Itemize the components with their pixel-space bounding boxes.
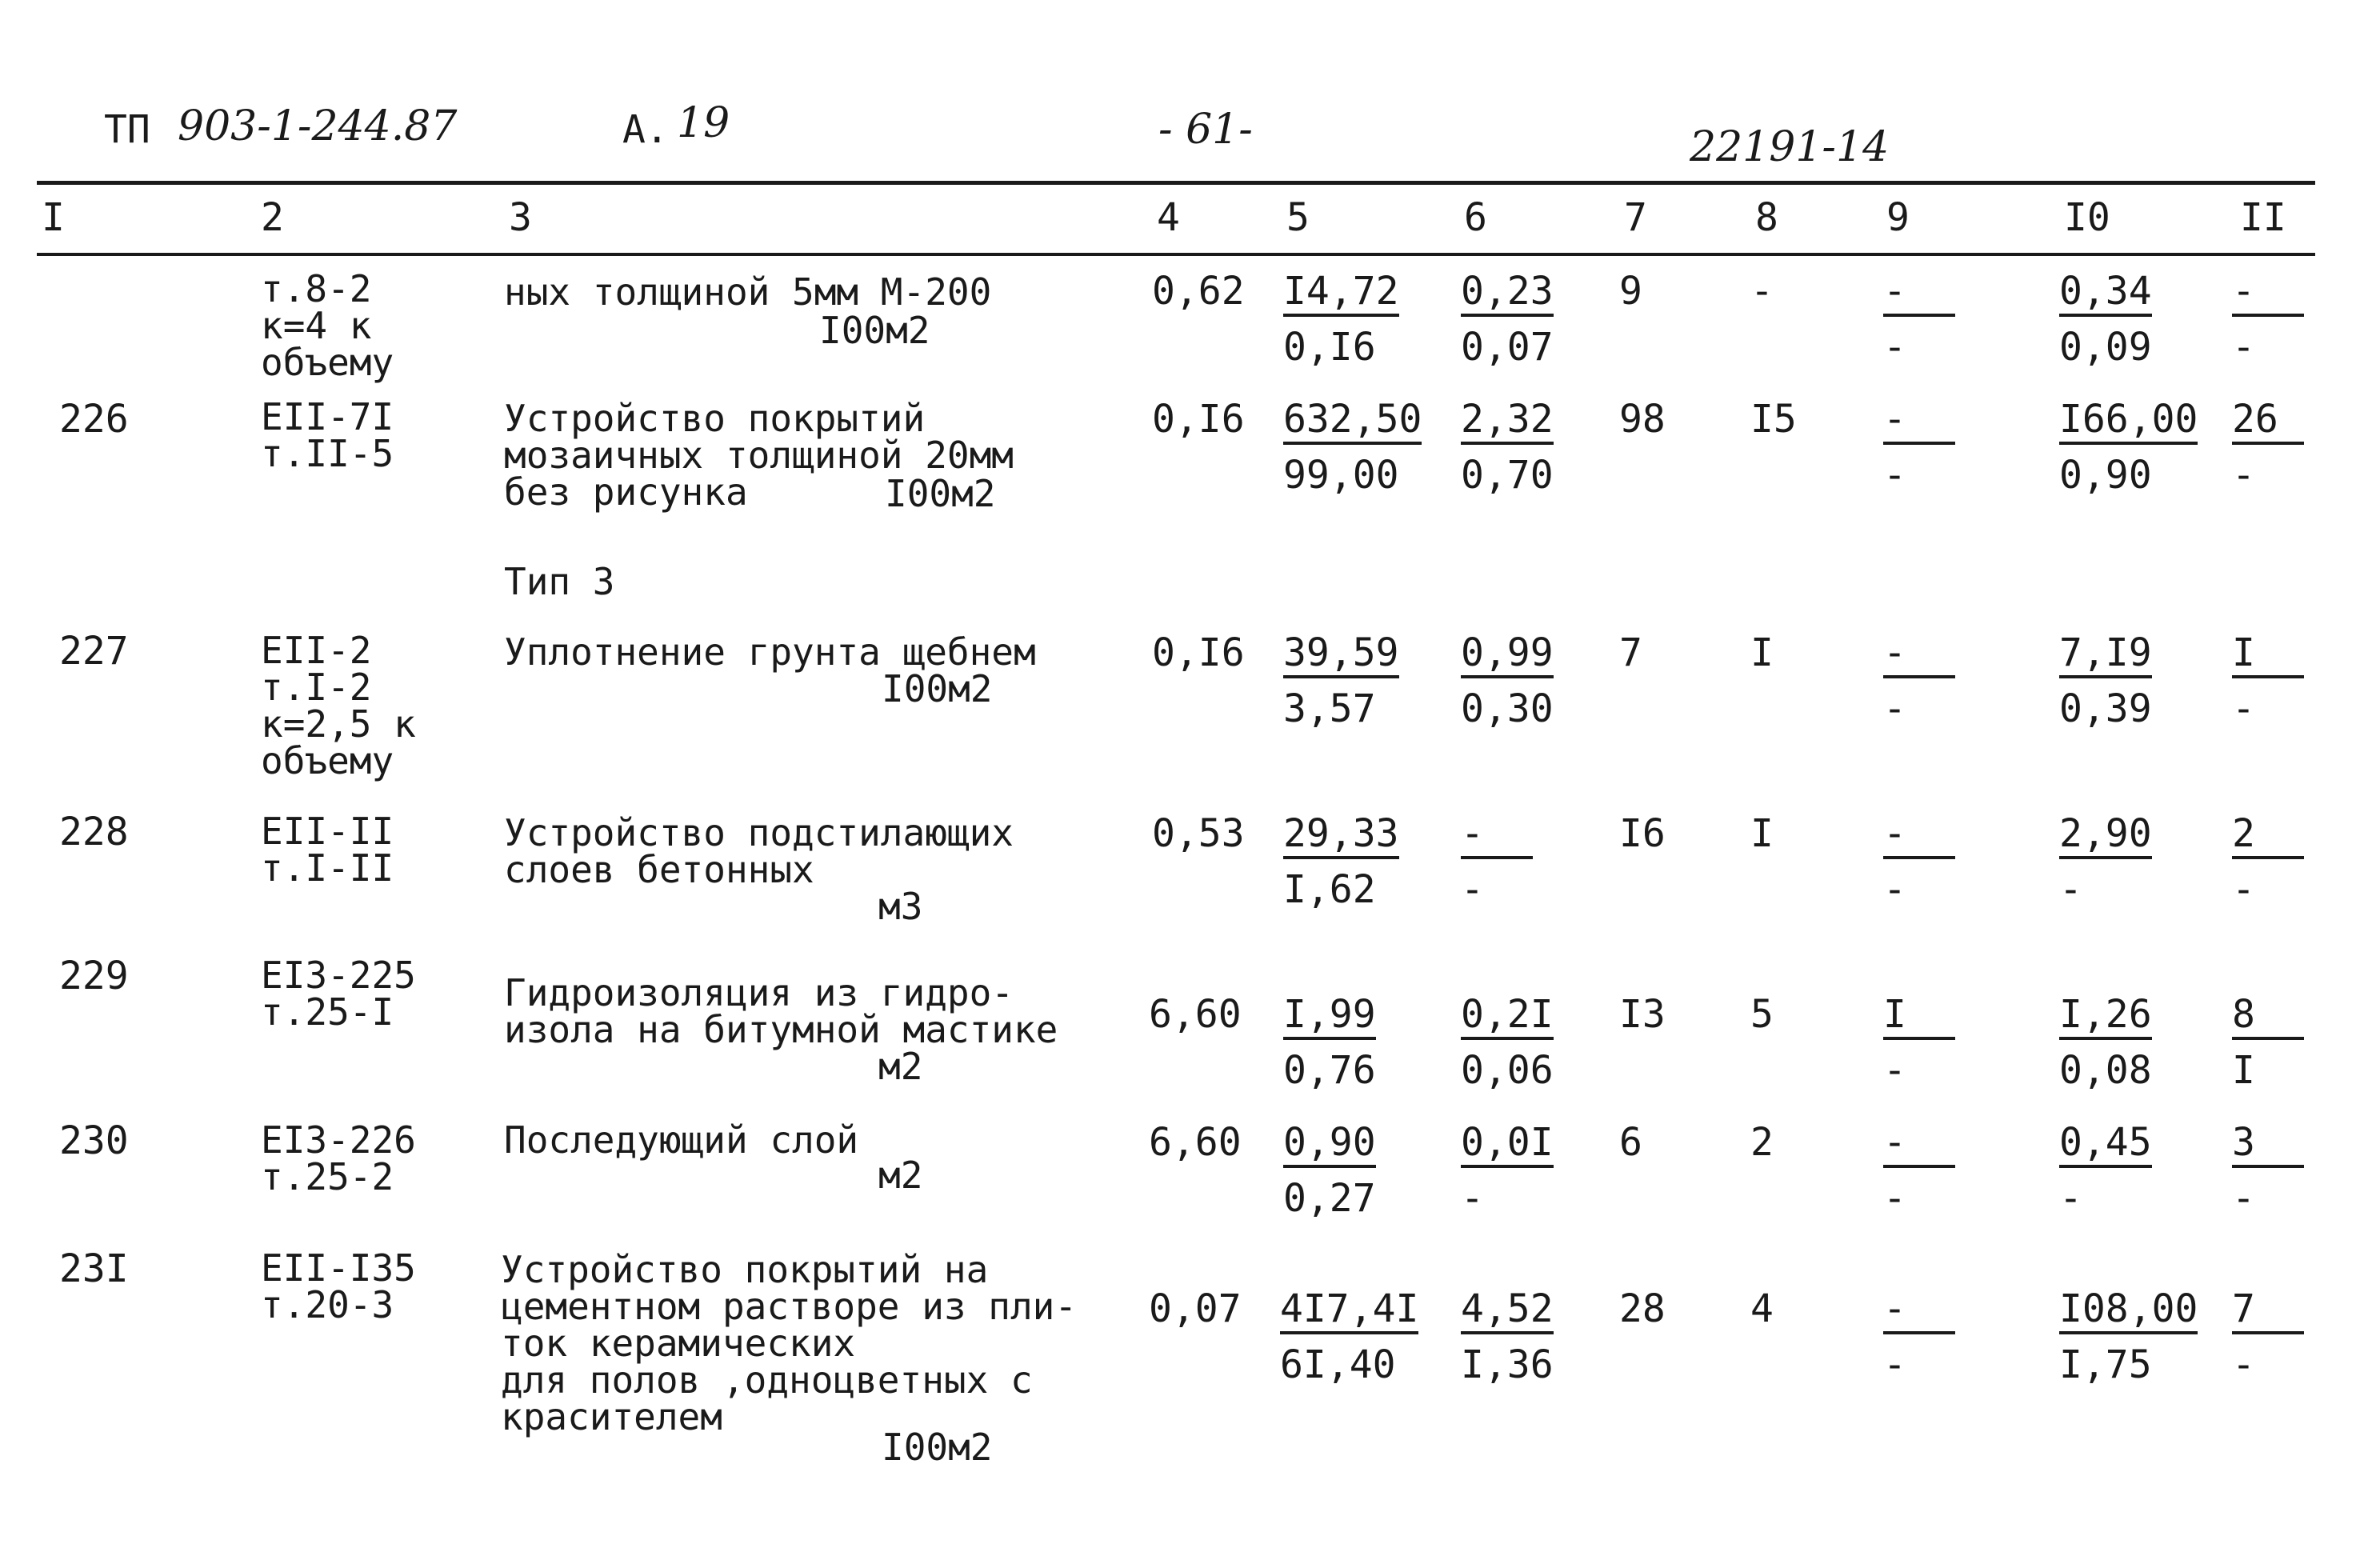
album-number: 19 <box>677 99 730 147</box>
cell-col6: $\frac{4,52}{I,36}$ <box>1461 1286 1554 1387</box>
row-number: 230 <box>59 1118 129 1163</box>
row-unit: м2 <box>878 1045 923 1088</box>
cell-col11: I - <box>2232 634 2304 728</box>
row-code: ЕI3-226 т.25-2 <box>261 1118 416 1198</box>
cell-col9: I - <box>1883 995 1955 1090</box>
cell-col7: 28 <box>1619 1286 1666 1331</box>
col-header-9: 9 <box>1886 195 1910 240</box>
tp-prefix: ТП <box>104 107 150 152</box>
row-unit: I00м2 <box>819 309 930 352</box>
col-header-1: I <box>42 195 65 240</box>
cell-col7: 6 <box>1619 1120 1642 1165</box>
cell-col10: $\frac{0,34}{0,09}$ <box>2059 269 2152 370</box>
row-description: Уплотнение грунта щебнем <box>504 630 1036 674</box>
cell-col6: $\frac{2,32}{0,70}$ <box>1461 397 1554 498</box>
cell-col9: - - <box>1883 1290 1955 1384</box>
row-code: т.8-2 к=4 к объему <box>261 267 394 384</box>
cell-col10: $\frac{I,26}{0,08}$ <box>2059 992 2152 1093</box>
cell-col11: $\frac{8}{I}$ <box>2232 995 2304 1090</box>
cell-col7: I3 <box>1619 992 1666 1037</box>
cell-col11: 26 - <box>2232 400 2304 494</box>
cell-col7: I6 <box>1619 811 1666 856</box>
cell-col6: $\frac{0,2I}{0,06}$ <box>1461 992 1554 1093</box>
cell-col5: $\frac{632,50}{99,00}$ <box>1283 397 1422 498</box>
row-quantity: 6,60 <box>1149 1120 1242 1165</box>
cell-col5: $\frac{I,99}{0,76}$ <box>1283 992 1376 1093</box>
cell-col8: 5 <box>1750 992 1774 1037</box>
col-header-4: 4 <box>1157 195 1180 240</box>
row-quantity: 0,53 <box>1152 811 1245 856</box>
table-top-rule <box>37 181 2315 185</box>
tp-code: 903-1-244.87 <box>178 102 458 150</box>
cell-col5: $\frac{39,59}{3,57}$ <box>1283 630 1399 731</box>
cell-col7: 98 <box>1619 397 1666 442</box>
cell-col6: $\frac{0,23}{0,07}$ <box>1461 269 1554 370</box>
cell-col11: 2 - <box>2232 814 2304 909</box>
row-unit: м3 <box>878 885 923 928</box>
document-number: 22191-14 <box>1690 123 1890 171</box>
row-number: 228 <box>59 810 129 854</box>
row-code: ЕII-I35 т.20-3 <box>261 1246 416 1326</box>
row-unit: I00м2 <box>885 472 996 515</box>
cell-col10: 2,90 - <box>2059 811 2152 912</box>
row-quantity: 6,60 <box>1149 992 1242 1037</box>
cell-col9: - - <box>1883 1123 1955 1218</box>
row-code: ЕII-7I т.II-5 <box>261 395 394 475</box>
cell-col5: $\frac{I4,72}{0,I6}$ <box>1283 269 1399 370</box>
row-description: Устройство подстилающих слоев бетонных <box>504 811 1014 891</box>
row-quantity: 0,07 <box>1149 1286 1242 1331</box>
cell-col5: $\frac{4I7,4I}{6I,40}$ <box>1280 1286 1419 1387</box>
row-code: ЕI3-225 т.25-I <box>261 954 416 1034</box>
page-number: - 61- <box>1158 106 1253 154</box>
cell-col5: $\frac{29,33}{I,62}$ <box>1283 811 1399 912</box>
row-description: Устройство покрытий мозаичных толщиной 20мм без рисунка <box>504 397 1014 514</box>
row-description: Гидроизоляция из гидро- изола на битумной мастике <box>504 971 1058 1051</box>
cell-col6: 0,0I - <box>1461 1120 1554 1221</box>
cell-col8: I5 <box>1750 397 1797 442</box>
row-unit: м2 <box>878 1154 923 1197</box>
col-header-10: I0 <box>2064 195 2110 240</box>
col-header-8: 8 <box>1755 195 1778 240</box>
row-quantity: 0,I6 <box>1152 630 1245 675</box>
row-description: ных толщиной 5мм М-200 <box>504 270 992 314</box>
row-unit: I00м2 <box>882 667 993 710</box>
table-header-rule <box>37 253 2315 256</box>
cell-col6: - - <box>1461 814 1533 909</box>
album-prefix: А. <box>622 107 669 152</box>
row-description: Последующий слой <box>504 1118 859 1162</box>
cell-col10: $\frac{I08,00}{I,75}$ <box>2059 1286 2198 1387</box>
col-header-6: 6 <box>1464 195 1487 240</box>
col-header-11: II <box>2240 195 2286 240</box>
row-unit: I00м2 <box>882 1426 993 1469</box>
row-quantity: 0,I6 <box>1152 397 1245 442</box>
cell-col7: 7 <box>1619 630 1642 675</box>
cell-col8: I <box>1750 630 1774 675</box>
col-header-2: 2 <box>261 195 284 240</box>
row-quantity: 0,62 <box>1152 269 1245 314</box>
col-header-7: 7 <box>1624 195 1647 240</box>
row-code: ЕII-II т.I-II <box>261 810 394 890</box>
section-heading: Тип 3 <box>504 560 615 603</box>
cell-col9: - - <box>1883 634 1955 728</box>
cell-col8: 2 <box>1750 1120 1774 1165</box>
cell-col9: - - <box>1883 814 1955 909</box>
row-number: 229 <box>59 954 129 998</box>
cell-col6: $\frac{0,99}{0,30}$ <box>1461 630 1554 731</box>
cell-col11: 7 - <box>2232 1290 2304 1384</box>
col-header-3: 3 <box>509 195 532 240</box>
row-code: ЕII-2 т.I-2 к=2,5 к объему <box>261 629 416 782</box>
row-description: Устройство покрытий на цементном растворе из пли- ток керамических для полов ,одноцветных с красителем <box>501 1248 1078 1438</box>
cell-col10: $\frac{7,I9}{0,39}$ <box>2059 630 2152 731</box>
cell-col9: - - <box>1883 400 1955 494</box>
row-number: 226 <box>59 397 129 442</box>
row-number: 227 <box>59 629 129 674</box>
cell-col5: $\frac{0,90}{0,27}$ <box>1283 1120 1376 1221</box>
cell-col9: - - <box>1883 272 1955 366</box>
cell-col7: 9 <box>1619 269 1642 314</box>
col-header-5: 5 <box>1286 195 1310 240</box>
cell-col10: 0,45 - <box>2059 1120 2152 1221</box>
cell-col11: - - <box>2232 272 2304 366</box>
row-number: 23I <box>59 1246 129 1291</box>
cell-col10: $\frac{I66,00}{0,90}$ <box>2059 397 2198 498</box>
cell-col8: 4 <box>1750 1286 1774 1331</box>
cell-col8: - <box>1750 269 1774 314</box>
cell-col8: I <box>1750 811 1774 856</box>
cell-col11: 3 - <box>2232 1123 2304 1218</box>
